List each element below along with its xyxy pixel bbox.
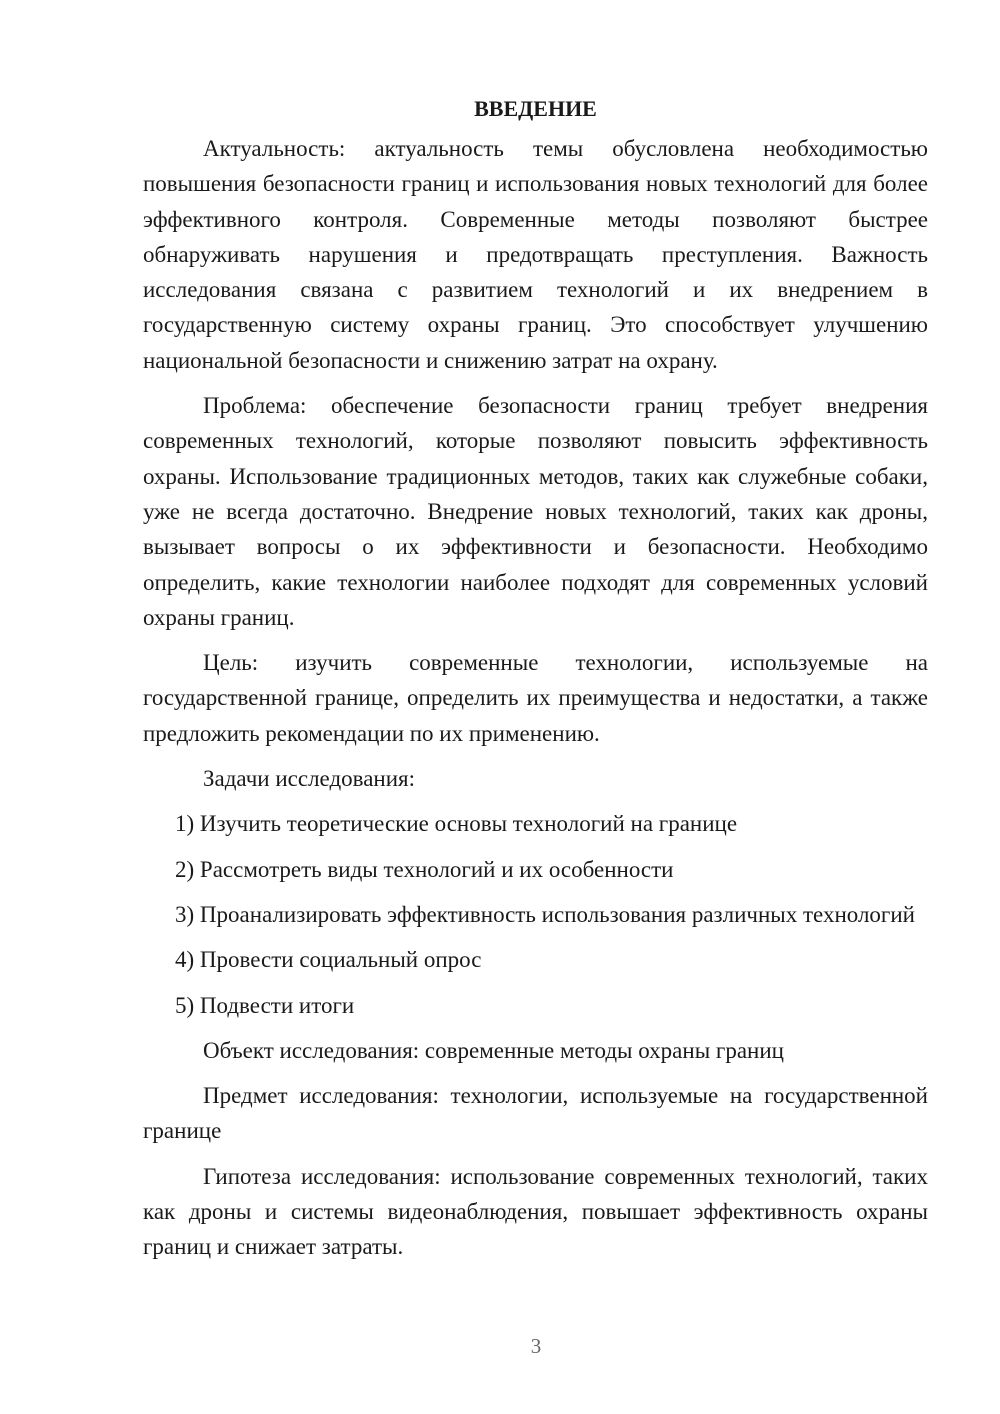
page-content <box>143 95 928 1275</box>
task-item: 4) Провести социальный опрос <box>175 947 482 973</box>
page-number: 3 <box>530 1334 542 1358</box>
task-item: 1) Изучить теоретические основы технологий на границе <box>175 811 738 837</box>
object-paragraph: Объект исследования: современные методы охраны границ <box>203 1037 784 1063</box>
task-item: 2) Рассмотреть виды технологий и их особенности <box>175 856 674 882</box>
relevance-paragraph: Актуальность: актуальность темы обусловлена необходимостью повышения безопасности границ и использования новых технологий для более эффективного контроля. Современные методы позволяют быстрее обнаруживать нарушения и предотвращать преступления. Важность исследования связана с развитием технологий и их внедрением в государственную систему охраны границ. Это способствует улучшению национальной безопасности и снижению затрат на охрану. <box>143 136 928 373</box>
task-item: 3) Проанализировать эффективность использования различных технологий <box>175 901 915 927</box>
hypothesis-paragraph: Гипотеза исследования: использование современных технологий, таких как дроны и системы видеонаблюдения, повышает эффективность охраны границ и снижает затраты. <box>143 1163 928 1260</box>
goal-paragraph: Цель: изучить современные технологии, используемые на государственной границе, определить их преимущества и недостатки, а также предложить рекомендации по их применению. <box>143 650 928 746</box>
tasks-heading: Задачи исследования: <box>203 766 416 792</box>
problem-paragraph: Проблема: обеспечение безопасности границ требует внедрения современных технологий, которые позволяют повысить эффективность охраны. Использование традиционных методов, таких как служебные собаки, уже не всегда достаточно. Внедрение новых технологий, таких как дроны, вызывает вопросы о их эффективности и безопасности. Необходимо определить, какие технологии наиболее подходят для современных условий охраны границ. <box>143 393 928 630</box>
subject-paragraph: Предмет исследования: технологии, используемые на государственной границе <box>143 1083 928 1144</box>
task-item: 5) Подвести итоги <box>175 992 355 1018</box>
document-title: ВВЕДЕНИЕ <box>474 96 597 121</box>
